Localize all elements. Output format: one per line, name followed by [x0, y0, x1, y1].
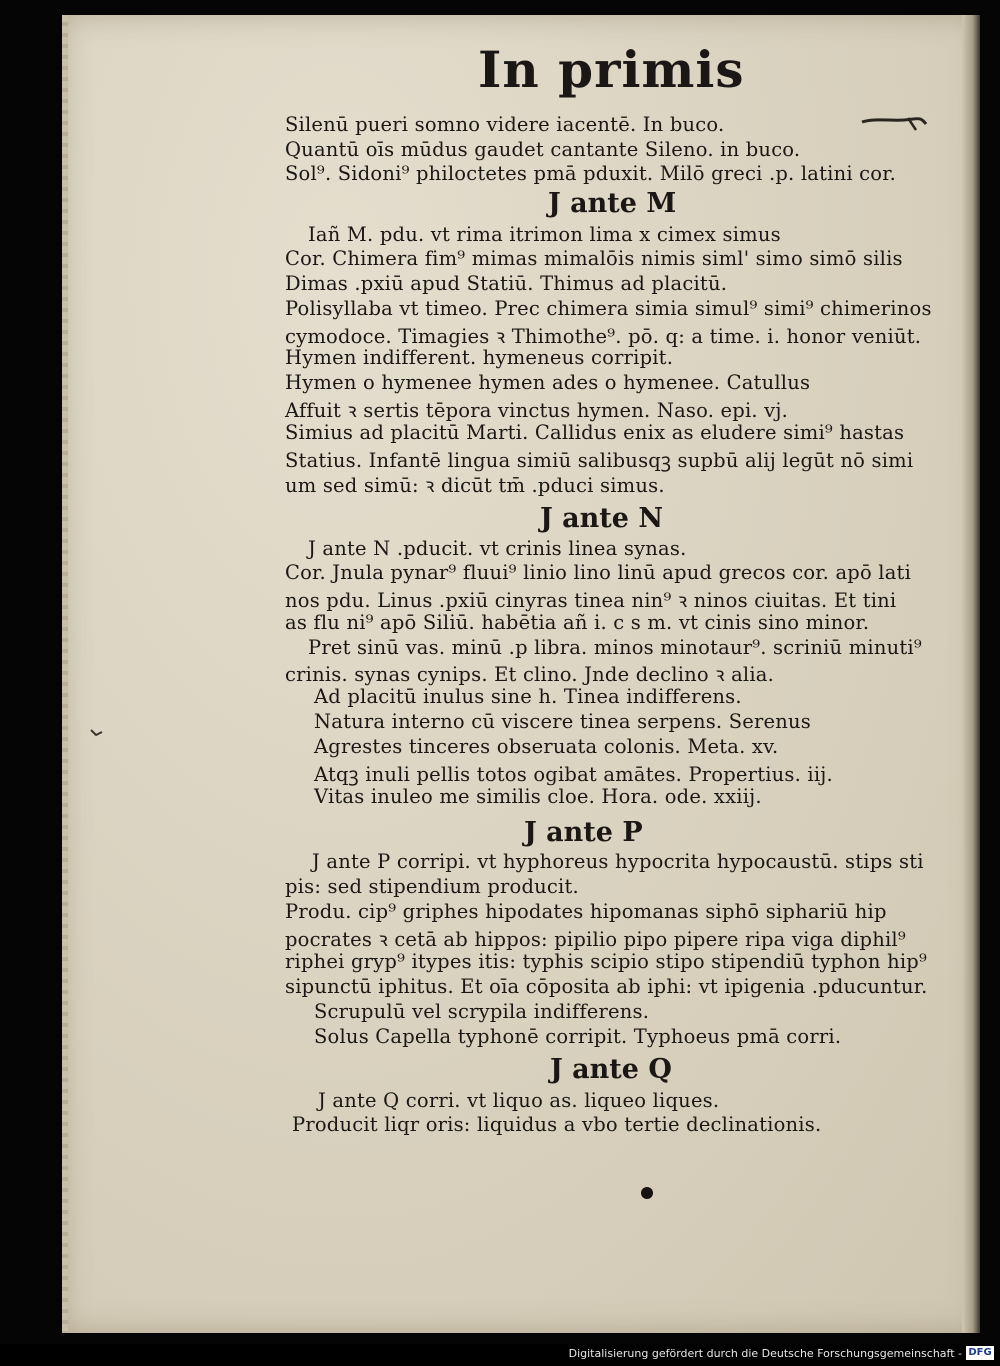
text-line: Producit liqr oris: liquidus a vbo tertie declinationis.	[292, 1113, 822, 1136]
text-line: Statius. Infantē lingua simiū salibusqꝫ supbū alij legūt nō simi	[285, 449, 914, 472]
text-line: Iañ M. pdu. vt rima itrimon lima x cimex simus	[308, 223, 781, 246]
running-head: In primis	[478, 40, 745, 99]
page-gutter	[962, 15, 980, 1333]
handwritten-mark	[860, 112, 930, 134]
text-line: Pret sinū vas. minū .p libra. minos minotaur⁹. scriniū minuti⁹	[308, 636, 922, 659]
section-heading: J ante P	[524, 817, 643, 848]
text-line: Polisyllaba vt timeo. Prec chimera simia simul⁹ simi⁹ chimerinos	[285, 297, 932, 320]
section-heading: J ante N	[540, 503, 664, 534]
funding-credit: Digitalisierung gefördert durch die Deutsche Forschungsgemeinschaft -	[568, 1347, 962, 1360]
text-line: um sed simū: ꝛ dicūt tm̄ .pduci simus.	[285, 474, 665, 497]
text-line: Solus Capella typhonē corripit. Typhoeus pmā corri.	[314, 1025, 842, 1048]
text-line: riphei gryp⁹ itypes itis: typhis scipio stipo stipendiū typhon hip⁹	[285, 950, 927, 973]
text-line: Dimas .pxiū apud Statiū. Thimus ad placitū.	[285, 272, 728, 295]
text-line: Atqꝫ inuli pellis totos ogibat amātes. Propertius. iij.	[314, 763, 833, 786]
text-line: pocrates ꝛ cetā ab hippos: pipilio pipo pipere ripa viga diphil⁹	[285, 928, 906, 951]
text-line: J ante N .pducit. vt crinis linea synas.	[308, 537, 687, 560]
text-line: Scrupulū vel scrypila indifferens.	[314, 1000, 650, 1023]
text-line: Hymen indifferent. hymeneus corripit.	[285, 346, 674, 369]
text-line: Simius ad placitū Marti. Callidus enix as eludere simi⁹ hastas	[285, 421, 905, 444]
text-line: Cor. Jnula pynar⁹ fluui⁹ linio lino linū apud grecos cor. apō lati	[285, 561, 912, 584]
text-line: Sol⁹. Sidoni⁹ philoctetes pmā pduxit. Milō greci .p. latini cor.	[285, 162, 897, 185]
text-line: Vitas inuleo me similis cloe. Hora. ode. xxiij.	[314, 785, 762, 808]
text-line: Cor. Chimera fim⁹ mimas mimalōis nimis siml' simo simō silis	[285, 247, 903, 270]
ink-dot	[641, 1187, 653, 1199]
text-line: nos pdu. Linus .pxiū cinyras tinea nin⁹ ꝛ ninos ciuitas. Et tini	[285, 589, 897, 612]
text-line: Hymen o hymenee hymen ades o hymenee. Catullus	[285, 371, 811, 394]
text-line: Produ. cip⁹ griphes hipodates hipomanas siphō siphariū hip	[285, 900, 887, 923]
section-heading: J ante M	[548, 188, 677, 219]
text-line: crinis. synas cynips. Et clino. Jnde declino ꝛ alia.	[285, 663, 775, 686]
text-line: J ante Q corri. vt liquo as. liqueo liques.	[318, 1089, 720, 1112]
text-line: Ad placitū inulus sine h. Tinea indifferens.	[314, 685, 742, 708]
text-line: Agrestes tinceres obseruata colonis. Meta. xv.	[314, 735, 779, 758]
dfg-logo: DFG	[966, 1346, 994, 1360]
section-heading: J ante Q	[550, 1054, 672, 1085]
text-line: Silenū pueri somno videre iacentē. In buco.	[285, 113, 725, 136]
text-line: as flu ni⁹ apō Siliū. habētia añ i. c s m. vt cinis sino minor.	[285, 611, 870, 634]
text-line: Natura interno cū viscere tinea serpens. Serenus	[314, 710, 812, 733]
page-left-edge	[62, 15, 68, 1333]
text-line: Quantū oīs mūdus gaudet cantante Sileno. in buco.	[285, 138, 801, 161]
text-line: cymodoce. Timagies ꝛ Thimothe⁹. pō. q: a time. i. honor veniūt.	[285, 325, 922, 348]
margin-mark	[90, 728, 104, 740]
text-line: Affuit ꝛ sertis tēpora vinctus hymen. Naso. epi. vj.	[285, 399, 789, 422]
text-line: pis: sed stipendium producit.	[285, 875, 579, 898]
text-line: sipunctū iphitus. Et oīa cōposita ab iphi: vt ipigenia .pducuntur.	[285, 975, 928, 998]
text-line: J ante P corripi. vt hyphoreus hypocrita hypocaustū. stips sti	[312, 850, 924, 873]
